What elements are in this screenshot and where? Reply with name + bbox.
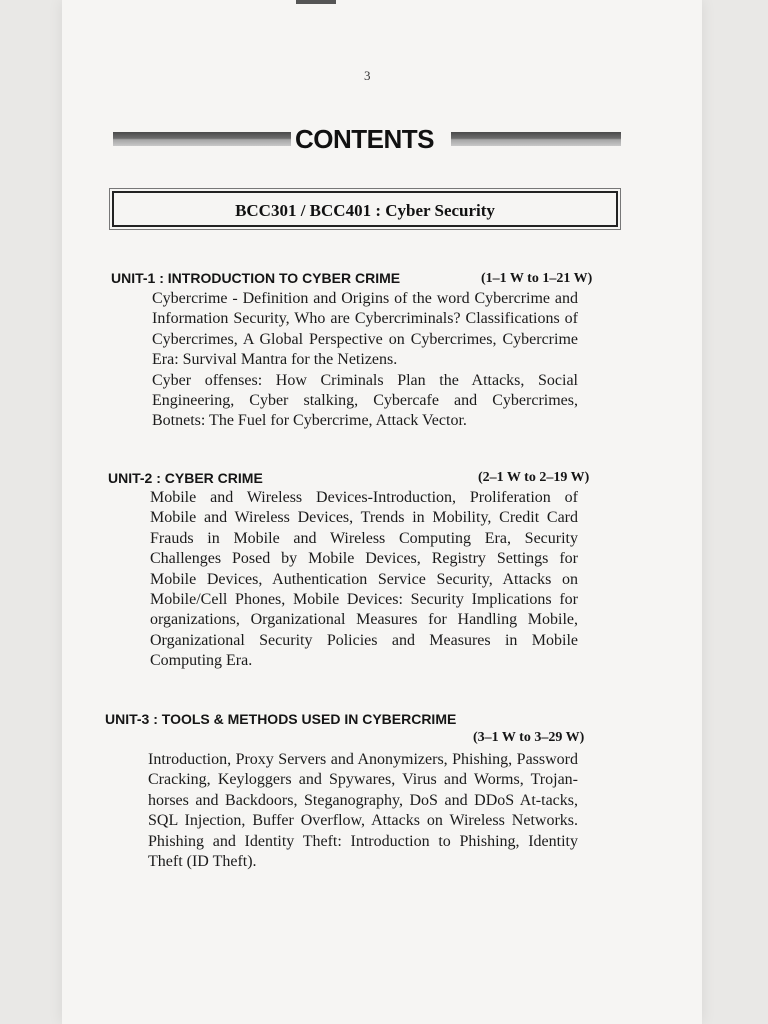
contents-title: CONTENTS [295, 124, 434, 154]
unit-2-description [150, 488, 578, 672]
unit-1-range: (1–1 W to 1–21 W) [481, 271, 593, 286]
header-bar-right [451, 132, 621, 146]
unit-1-paragraph: Cybercrime - Definition and Origins of the word Cybercrime and Information Security, Who are Cybercriminals? Classifications of Cybercrimes, A Global Perspective on Cybercrimes, Cybercrime Era: Survival Mantra for the Netizens. [152, 290, 578, 369]
header-bar-left [113, 132, 291, 146]
contents-header [113, 124, 621, 158]
unit-3-paragraph: Introduction, Proxy Servers and Anonymizers, Phishing, Password Cracking, Keyloggers and Spywares, Virus and Worms, Trojan-horses and Backdoors, Steganography, DoS and DDoS At-tacks, SQL Injection, Buffer Overflow, Attacks on Wireless Networks. Phishing and Identity Theft: Introduction to Phishing, Identity Theft (ID Theft). [148, 751, 578, 871]
page-edge-mark [296, 0, 336, 4]
unit-2-paragraph: Mobile and Wireless Devices-Introduction, Proliferation of Mobile and Wireless Devices, Trends in Mobility, Credit Card Frauds in Mobile and Wireless Computing Era, Security Challenges Posed by Mobile Devices, Registry Settings for Mobile Devices, Authentication Service Security, Attacks on Mobile/Cell Phones, Mobile Devices: Security Implications for organizations, Organizational Measures for Handling Mobile, Organizational Security Policies and Measures in Mobile Computing Era. [150, 489, 578, 670]
course-title: BCC301 / BCC401 : Cyber Security [235, 201, 495, 220]
unit-1-description [152, 289, 578, 432]
unit-3-range: (3–1 W to 3–29 W) [473, 730, 585, 745]
unit-3-description [148, 750, 578, 872]
course-title-box [112, 191, 618, 227]
unit-2-range: (2–1 W to 2–19 W) [478, 470, 590, 485]
unit-1-title: UNIT-1 : INTRODUCTION TO CYBER CRIME [111, 270, 401, 286]
unit-1-paragraph: Cyber offenses: How Criminals Plan the Attacks, Social Engineering, Cyber stalking, Cybercafe and Cybercrimes, Botnets: The Fuel for Cybercrime, Attack Vector. [152, 371, 578, 430]
page-number: 3 [364, 68, 371, 83]
unit-3-title: UNIT-3 : TOOLS & METHODS USED IN CYBERCRIME [105, 711, 457, 727]
unit-2-title: UNIT-2 : CYBER CRIME [108, 470, 263, 486]
